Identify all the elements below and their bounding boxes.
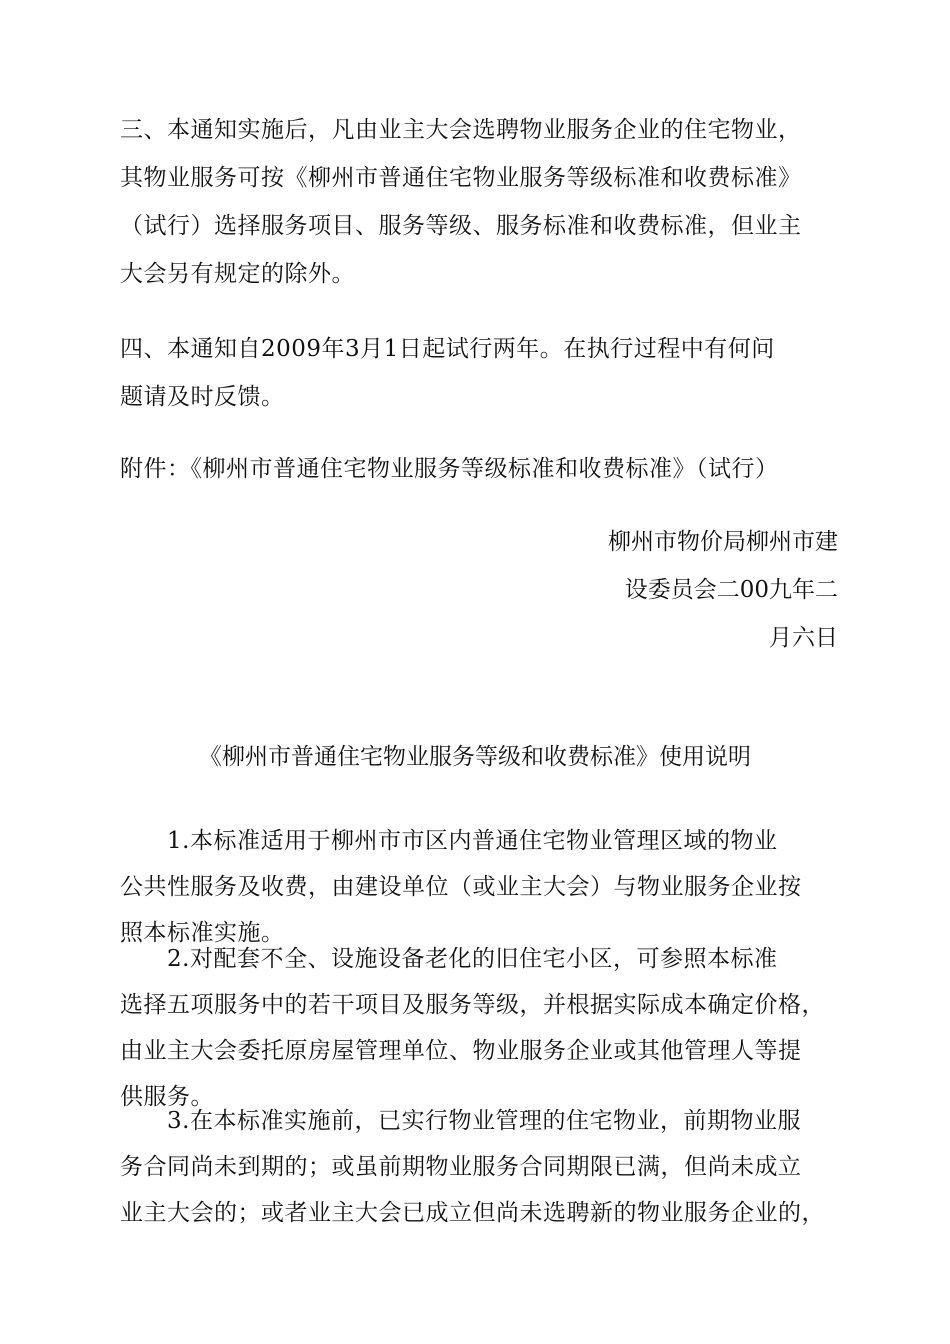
instruction-item-2-line: 由业主大会委托原房屋管理单位、物业服务企业或其他管理人等提 [120, 1038, 802, 1064]
instruction-item-3-line: 业主大会的；或者业主大会已成立但尚未选聘新的物业服务企业的， [120, 1200, 825, 1226]
attachment-text: 附件：《柳州市普通住宅物业服务等级标准和收费标准》（试行） [120, 456, 779, 482]
instruction-item-3 [120, 1098, 840, 1236]
instruction-item-2-line: 2.对配套不全、设施设备老化的旧住宅小区，可参照本标准 [120, 946, 778, 972]
signature-line: 设委员会二00九年二 [624, 577, 838, 603]
signature-line: 柳州市物价局柳州市建 [608, 529, 838, 555]
notice-item-3 [120, 106, 840, 298]
attachment-line [120, 445, 840, 493]
notice-item-3-line: 大会另有规定的除外。 [120, 261, 355, 287]
instruction-item-1-line: 公共性服务及收费，由建设单位（或业主大会）与物业服务企业按 [120, 874, 802, 900]
instruction-item-3-line: 务合同尚未到期的；或虽前期物业服务合同期限已满，但尚未成立 [120, 1154, 802, 1180]
instruction-item-2-line: 选择五项服务中的若干项目及服务等级，并根据实际成本确定价格， [120, 992, 825, 1018]
notice-item-3-line: （试行）选择服务项目、服务等级、服务标准和收费标准，但业主 [120, 213, 802, 239]
notice-item-3-line: 其物业服务可按《柳州市普通住宅物业服务等级标准和收费标准》 [120, 165, 802, 191]
instructions-title: 《柳州市普通住宅物业服务等级和收费标准》使用说明 [199, 744, 751, 770]
instruction-item-2-line: 供服务。 [120, 1084, 214, 1110]
notice-item-4 [120, 325, 840, 421]
signature-block [538, 518, 838, 662]
notice-item-3-line: 三、本通知实施后，凡由业主大会选聘物业服务企业的住宅物业， [120, 117, 802, 143]
instruction-item-1-line: 1.本标准适用于柳州市市区内普通住宅物业管理区域的物业 [120, 828, 778, 854]
instruction-item-1-line: 照本标准实施。 [120, 920, 285, 946]
notice-item-4-line: 题请及时反馈。 [120, 384, 285, 410]
instruction-item-2 [120, 936, 840, 1120]
notice-item-4-line: 四、本通知自2009年3月1日起试行两年。在执行过程中有何问 [120, 336, 775, 362]
instruction-item-3-line: 3.在本标准实施前，已实行物业管理的住宅物业，前期物业服 [120, 1108, 801, 1134]
signature-line: 月六日 [769, 625, 838, 651]
